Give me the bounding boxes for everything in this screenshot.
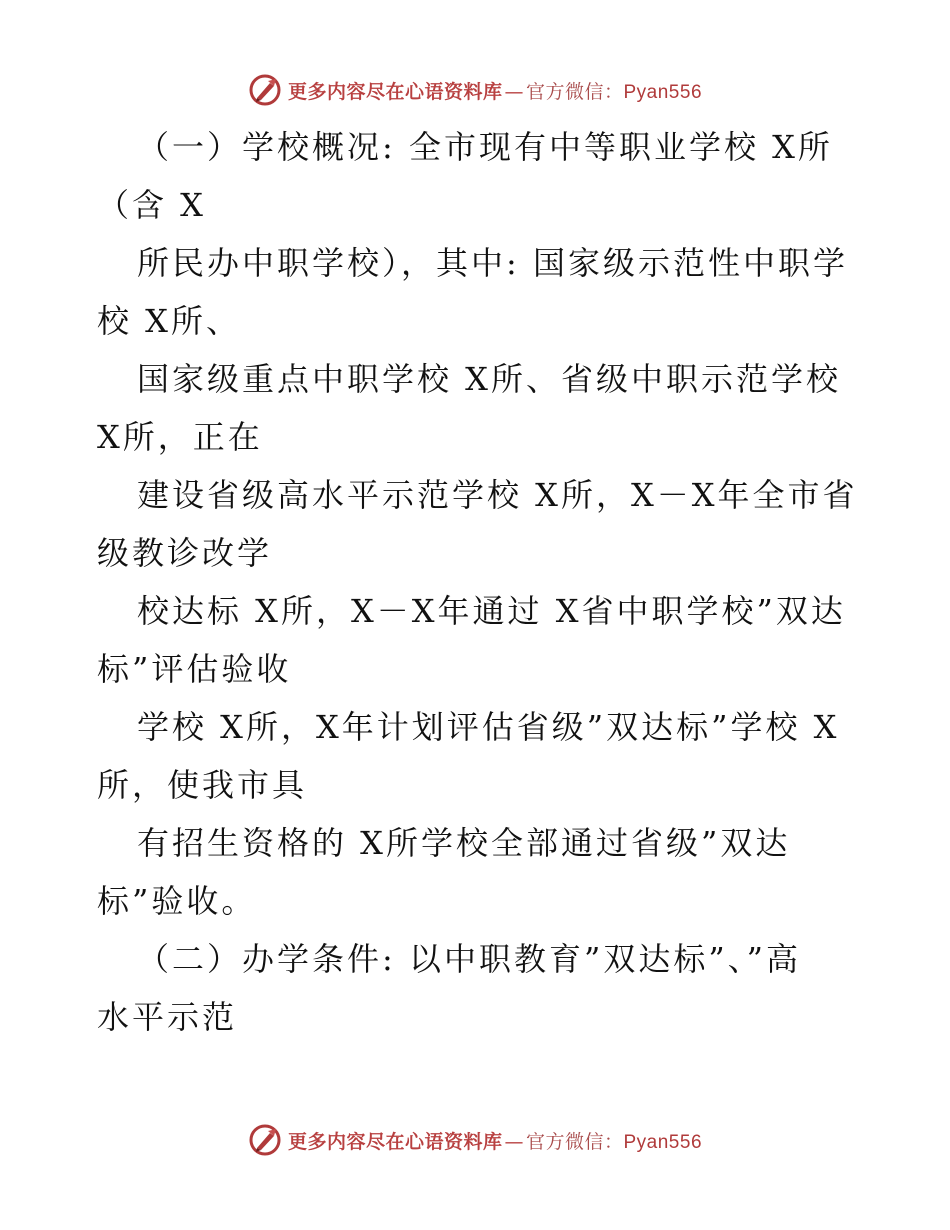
text-line: （一）学校概况: 全市现有中等职业学校 X所	[137, 128, 833, 166]
text-line: 所，使我市具	[97, 766, 308, 804]
header-banner	[0, 70, 950, 110]
text-line: X所，正在	[97, 418, 263, 456]
text-line: 标”验收。	[97, 882, 257, 920]
banner-wechat-label: 官方微信：	[525, 1130, 624, 1153]
banner-site-name: 更多内容尽在心语资料库	[287, 1130, 503, 1153]
text-line: 级教诊改学	[97, 534, 273, 572]
text-line: 有招生资格的 X所学校全部通过省级”双达	[137, 824, 791, 862]
banner-site-name: 更多内容尽在心语资料库	[287, 80, 503, 103]
text-line: 国家级重点中职学校 X所、省级中职示范学校	[137, 360, 841, 398]
footer-banner	[0, 1120, 950, 1160]
text-line: 标”评估验收	[97, 650, 292, 688]
pen-logo-icon	[248, 1123, 282, 1157]
banner-wechat-label: 官方微信：	[525, 80, 624, 103]
banner-content	[248, 73, 702, 107]
banner-wechat-id: Pyan556	[623, 81, 703, 103]
text-line: 水平示范	[97, 998, 238, 1036]
banner-text	[288, 1127, 702, 1154]
pen-logo-icon	[248, 73, 282, 107]
banner-content	[248, 1123, 702, 1157]
text-line: 建设省级高水平示范学校 X所，X－X年全市省	[137, 476, 858, 514]
banner-wechat-id: Pyan556	[623, 1131, 703, 1153]
banner-dash: —	[504, 1130, 524, 1153]
text-line: （含 X	[97, 186, 206, 224]
banner-text	[288, 77, 702, 104]
text-line: （二）办学条件: 以中职教育”双达标”、”高	[137, 940, 802, 978]
text-line: 校 X所、	[97, 302, 241, 340]
banner-dash: —	[504, 80, 524, 103]
text-line: 所民办中职学校），其中: 国家级示范性中职学	[137, 244, 848, 282]
text-line: 校达标 X所，X－X年通过 X省中职学校”双达	[137, 592, 846, 630]
text-line: 学校 X所，X年计划评估省级”双达标”学校 X	[137, 708, 840, 746]
